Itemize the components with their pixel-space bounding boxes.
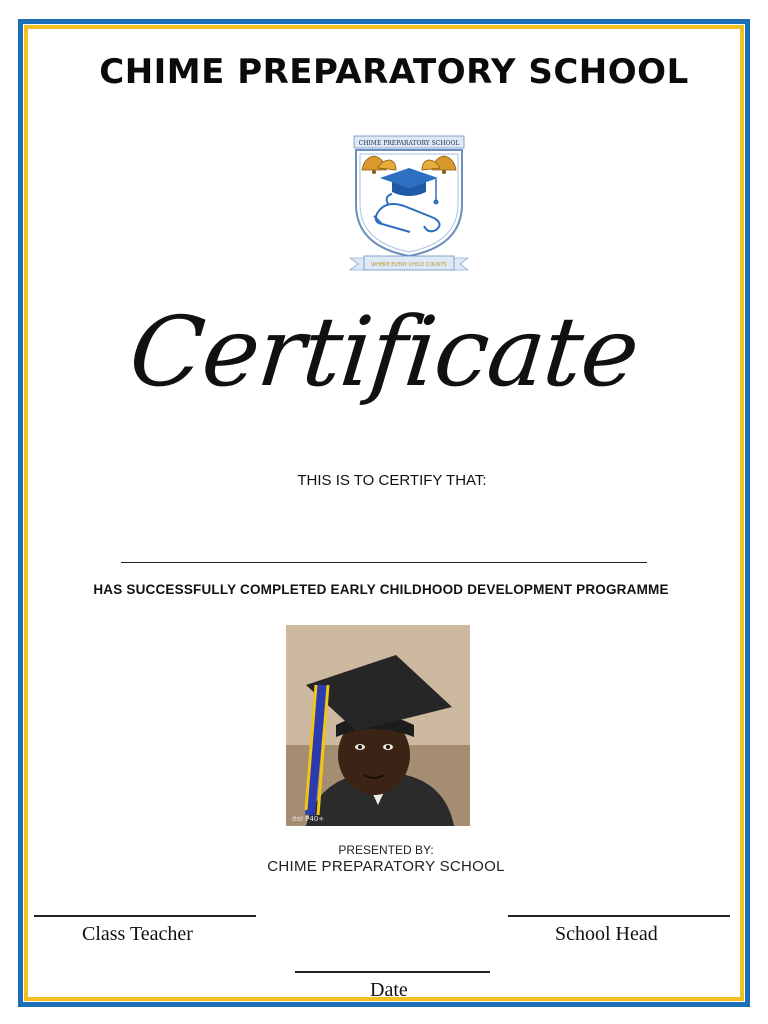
certificate-heading: Certificate (124, 296, 644, 408)
graduate-photo (286, 625, 470, 826)
school-title: CHIME PREPARATORY SCHOOL (99, 52, 689, 92)
presented-by-label: PRESENTED BY: (338, 843, 434, 857)
school-head-label: School Head (555, 923, 658, 945)
recipient-name-line (121, 562, 647, 563)
completion-statement: HAS SUCCESSFULLY COMPLETED EARLY CHILDHOOD DEVELOPMENT PROGRAMME (93, 582, 669, 597)
date-signature-line (295, 971, 490, 973)
certify-statement: THIS IS TO CERTIFY THAT: (297, 472, 487, 489)
crest-motto: WHERE EVERY CHILD COUNTS (371, 262, 447, 268)
crest-banner-text: CHIME PREPARATORY SCHOOL (358, 140, 460, 147)
date-label: Date (370, 979, 408, 1001)
class-teacher-signature-line (34, 915, 256, 917)
school-head-signature-line (508, 915, 730, 917)
class-teacher-label: Class Teacher (82, 923, 193, 945)
photo-watermark: itel P40+ (292, 815, 325, 823)
school-crest-logo (348, 134, 470, 276)
presenter-name: CHIME PREPARATORY SCHOOL (267, 858, 505, 875)
